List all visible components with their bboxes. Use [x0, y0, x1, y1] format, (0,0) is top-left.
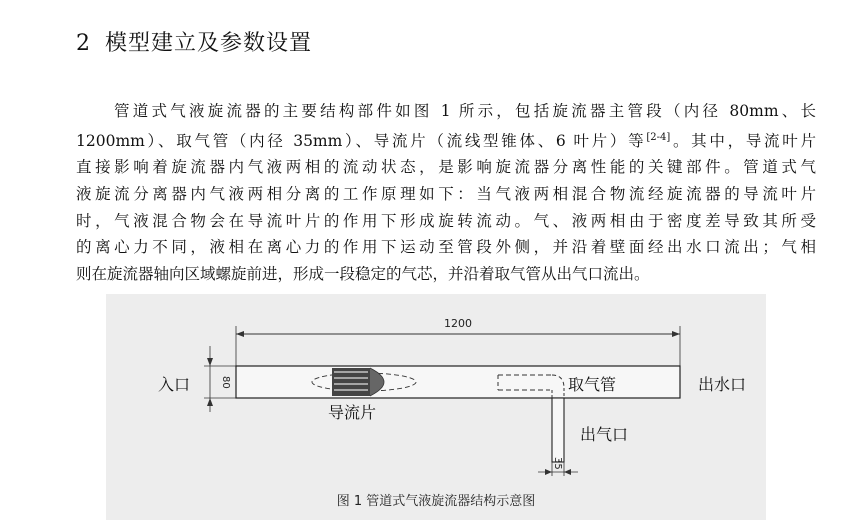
paragraph-line: 直接影响着旋流器内气液两相的流动状态，是影响旋流器分离性能的关键部件。管道式气 [76, 158, 816, 177]
section-heading [76, 26, 312, 57]
water-outlet-label: 出水口 [698, 375, 747, 394]
length-dimension-text: 1200 [444, 317, 472, 330]
diameter-dimension-text: 80 [220, 376, 231, 389]
paragraph-line-text: 1200mm）、取气管（内径 35mm）、导流片（流线型锥体、6 叶片）等 [76, 131, 647, 150]
paragraph-line-tail: 。其中，导流叶片 [670, 131, 816, 150]
citation-ref: [2-4] [646, 131, 671, 143]
outlet-arrow-right [564, 469, 571, 475]
outlet-arrow-left [545, 469, 552, 475]
inlet-label: 入口 [158, 375, 191, 394]
paragraph-line: 时，气液混合物会在导流叶片的作用下形成旋转流动。气、液两相由于密度差导致其所受 [76, 211, 816, 230]
figure-caption: 图 1 管道式气液旋流器结构示意图 [336, 494, 536, 509]
section-number: 2 [76, 31, 91, 56]
paragraph-line: 的离心力不同，液相在离心力的作用下运动至管段外侧，并沿着壁面经出水口流出；气相 [76, 238, 816, 257]
paragraph-line [76, 125, 816, 155]
section-title: 模型建立及参数设置 [105, 31, 313, 56]
outlet-dimension-text: 35 [552, 457, 563, 470]
guide-vanes-label: 导流片 [328, 403, 377, 422]
length-arrow-right [672, 331, 680, 337]
paragraph-line: 则在旋流器轴向区域螺旋前进，形成一段稳定的气芯，并沿着取气管从出气口流出。 [76, 264, 650, 283]
diameter-arrow-top [207, 358, 213, 366]
paragraph-line: 液旋流分离器内气液两相分离的工作原理如下：当气液两相混合物流经旋流器的导流叶片 [76, 184, 816, 203]
citation [646, 132, 670, 150]
paragraph-line: 管道式气液旋流器的主要结构部件如图 1 所示，包括旋流器主管段（内径 80mm、长 [114, 102, 816, 120]
body-paragraph [76, 98, 816, 287]
gas-pipe-label: 取气管 [568, 375, 617, 394]
separator-diagram [106, 294, 766, 520]
figure-1 [106, 294, 766, 520]
gas-outlet-label: 出气口 [580, 425, 629, 444]
length-arrow-left [236, 331, 244, 337]
diameter-arrow-bottom [207, 398, 213, 406]
